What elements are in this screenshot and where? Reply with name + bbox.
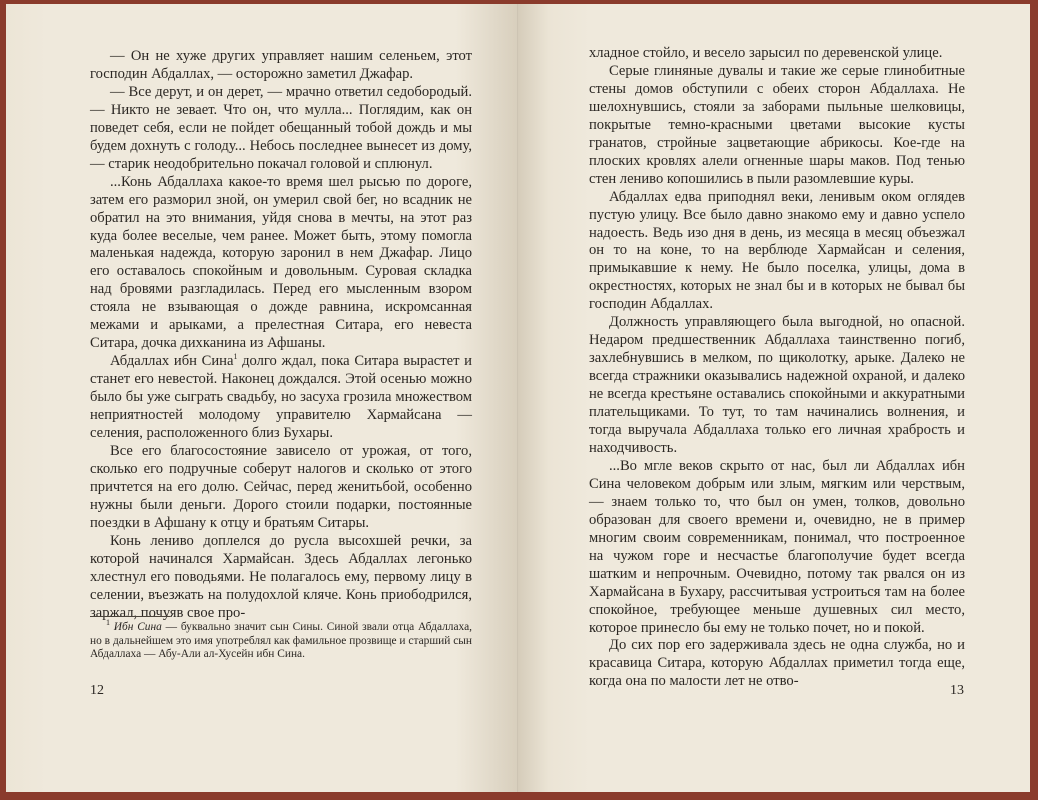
paragraph: ...Во мгле веков скрыто от нас, был ли Абдаллах ибн Сина человеком добрым или злым, мягким или черствым, — знаем только то, что был он умен, толков, довольно образован для своего времени и, очевидно, не в пример многим своим современникам, понимал, что построенное на чужом горе и несчастье благополучие будет всегда шатким и непрочным. Очевидно, потому так рвался он из Хармайсана в Бухару, рассчитывая устроиться там на более спокойное, требующее меньше душевных сил место, которое принесло бы ему не только почет, но и покой. [589,457,965,636]
paragraph: хладное стойло, и весело зарысил по деревенской улице. [589,45,943,61]
paragraph: Должность управляющего была выгодной, но опасной. Недаром предшественник Абдаллаха таинственно погиб, захлебнувшись в мелком, по щиколотку, арыке. Далеко не всегда стражники оказывались надежной охраной, и далеко не всегда крестьяне оставались спокойными и аккуратными плательщиками. То тут, то там начинались волнения, и тогда выручала Абдаллаха только его личная храбрость и находчивость. [589,314,965,456]
paragraph-with-footnote [90,353,472,443]
paragraph: ...Конь Абдаллаха какое-то время шел рысью по дороге, затем его разморил зной, он умерил свой бег, но всадник не обратил на это внимания, уйдя снова в мечты, на этот раз куда более веселые, чем ранее. Может быть, этому помогла маленькая надежда, которую заронил в нем Джафар. Лицо его оставалось спокойным и довольным. Суровая складка над бровями разгладилась. Перед его мысленным взором стояла не взывающая о дожде равнина, искромсанная межами и арыками, а прелестная Ситара, его невеста Ситара, дочка дихканина из Афшаны. [90,173,472,352]
paragraph-text: долго ждал, пока Ситара вырастет и станет его невестой. Наконец дождался. Этой осенью можно было бы уже сыграть свадьбу, но засуха грозила множеством неприятностей молодому управителю Хармайсана — селения, расположенного близ Бухары. [90,353,472,442]
footnote-text: — буквально значит сын Сины. Синой звали отца Абдаллаха, но в дальнейшем это имя употреблял как фамильное прозвище и старший сын Абдаллаха — Абу-Али ал-Хусейн ибн Сина. [90,621,473,661]
footnote-marker: 1 [233,352,238,362]
left-page [6,4,518,792]
page-number: 13 [950,683,964,698]
paragraph: — Он не хуже других управляет нашим селеньем, этот господин Абдаллах, — осторожно заметил Джафар. [90,48,472,82]
paragraph: Конь лениво доплелся до русла высохшей речки, за которой начинался Хармайсан. Здесь Абдаллах легонько хлестнул его поводьями. Не полагалось ему, первому лицу в селении, въезжать на полудохлой кляче. Конь приободрился, заржал, почуяв свое про- [90,532,472,621]
right-page [518,4,1030,792]
paragraph-text: Абдаллах ибн Сина [110,353,234,370]
paragraph: Абдаллах едва приподнял веки, ленивым оком оглядев пустую улицу. Все было давно знакомо ему и давно успело надоесть. Ведь изо дня в день, из месяца в месяц объезжал он то на коне, то на верблюде Хармайсан и селения, примыкавшие к нему. Не было поселка, улицы, дома в окрестностях, которых не знал бы и в которых не бывал бы господин Абдаллах. [589,188,965,313]
paragraph: До сих пор его задерживала здесь не одна служба, но и красавица Ситара, которую Абдаллах приметил тогда еще, когда она по малости лет не отво- [589,637,965,690]
footnote-term: Ибн Сина [113,621,162,633]
paragraph: Все его благосостояние зависело от урожая, от того, сколько его подручные соберут налогов и сколько от этого причтется на его долю. Сейчас, перед женитьбой, особенно нужны были деньги. Дорого стоили подарки, постоянные поездки в Афшану к отцу и братьям Ситары. [90,442,472,531]
left-page-text [90,48,472,623]
paragraph: Серые глиняные дувалы и такие же серые глинобитные стены домов обступили с обеих сторон Абдаллаха. Не шелохнувшись, стояли за заборами пыльные шелковицы, покрытые темно-красными цветами высокие кусты гранатов, стройные зацветающие абрикосы. Кое-где на плоских кровлях алели огненные шары маков. Под тенью стен лениво копошились в пыли разомлевшие куры. [589,62,965,187]
footnote-number: 1 [106,618,110,628]
paragraph: — Все дерут, и он дерет, — мрачно ответил седобородый. — Никто не зевает. Что он, что мулла... Поглядим, как он поведет себя, если не пойдет обещанный тобой дождь и мы будем дохнуть с голоду... Небось последнее вынесет из дому, — старик неодобрительно покачал головой и сплюнул. [90,83,472,172]
footnote-separator [90,616,170,617]
footnote [90,618,473,662]
right-page-text [589,45,965,691]
page-number: 12 [90,683,104,698]
